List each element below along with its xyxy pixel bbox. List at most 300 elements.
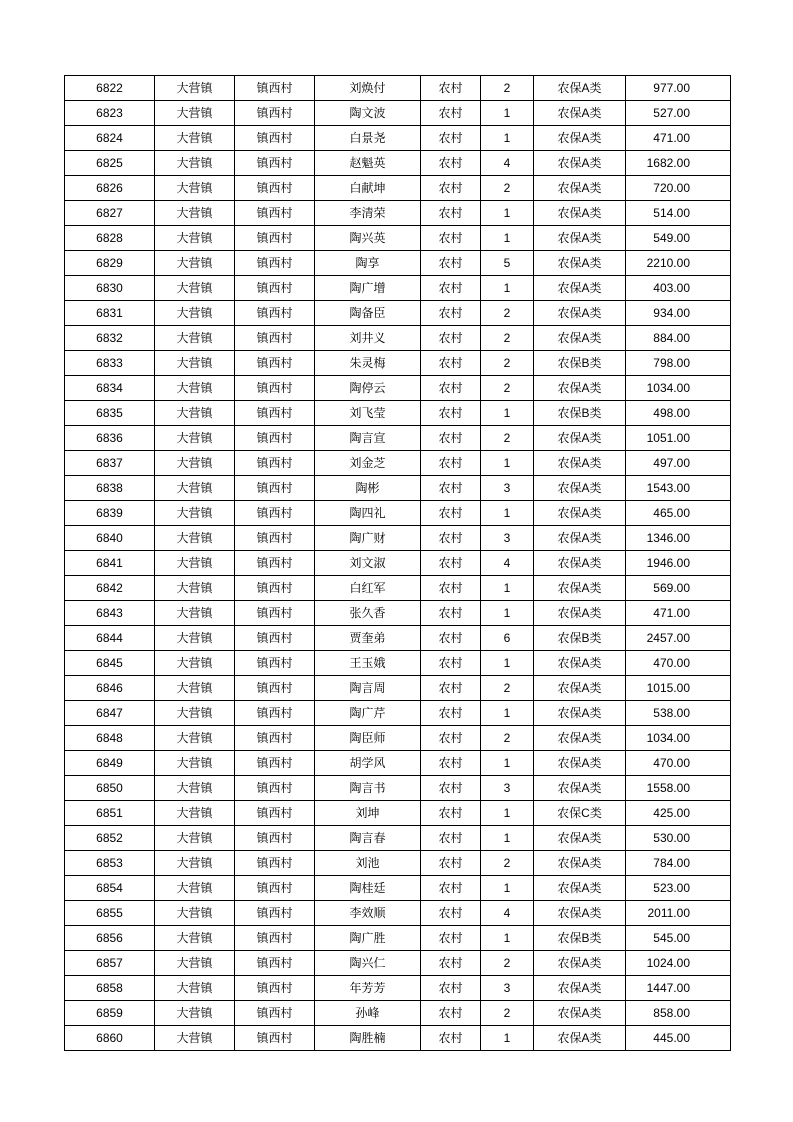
cell-count: 2	[481, 76, 534, 101]
cell-town: 大营镇	[155, 376, 235, 401]
table-row	[65, 876, 731, 901]
cell-count: 1	[481, 101, 534, 126]
cell-amount: 934.00	[626, 301, 731, 326]
table-row	[65, 926, 731, 951]
cell-count: 3	[481, 976, 534, 1001]
cell-amount: 538.00	[626, 701, 731, 726]
cell-amount: 798.00	[626, 351, 731, 376]
cell-count: 3	[481, 526, 534, 551]
cell-name: 陶兴仁	[315, 951, 421, 976]
table-row	[65, 226, 731, 251]
cell-category: 农村	[421, 776, 481, 801]
cell-serial: 6823	[65, 101, 155, 126]
table-sheet	[64, 75, 731, 1051]
cell-insurance-type: 农保A类	[534, 776, 626, 801]
cell-name: 陶广芹	[315, 701, 421, 726]
cell-count: 2	[481, 426, 534, 451]
cell-name: 陶四礼	[315, 501, 421, 526]
cell-serial: 6844	[65, 626, 155, 651]
cell-insurance-type: 农保A类	[534, 501, 626, 526]
cell-count: 2	[481, 951, 534, 976]
cell-count: 3	[481, 776, 534, 801]
cell-category: 农村	[421, 876, 481, 901]
table-row	[65, 626, 731, 651]
cell-serial: 6846	[65, 676, 155, 701]
cell-town: 大营镇	[155, 401, 235, 426]
cell-village: 镇西村	[235, 576, 315, 601]
cell-name: 年芳芳	[315, 976, 421, 1001]
cell-name: 刘文淑	[315, 551, 421, 576]
cell-town: 大营镇	[155, 451, 235, 476]
cell-amount: 1024.00	[626, 951, 731, 976]
cell-serial: 6859	[65, 1001, 155, 1026]
cell-insurance-type: 农保A类	[534, 676, 626, 701]
cell-town: 大营镇	[155, 801, 235, 826]
cell-amount: 471.00	[626, 601, 731, 626]
cell-village: 镇西村	[235, 251, 315, 276]
cell-amount: 470.00	[626, 751, 731, 776]
cell-village: 镇西村	[235, 626, 315, 651]
cell-count: 3	[481, 476, 534, 501]
cell-name: 贾奎弟	[315, 626, 421, 651]
cell-insurance-type: 农保A类	[534, 251, 626, 276]
cell-amount: 527.00	[626, 101, 731, 126]
cell-insurance-type: 农保A类	[534, 551, 626, 576]
table-row	[65, 726, 731, 751]
table-row	[65, 301, 731, 326]
cell-insurance-type: 农保A类	[534, 451, 626, 476]
table-row	[65, 526, 731, 551]
cell-name: 陶臣师	[315, 726, 421, 751]
cell-amount: 470.00	[626, 651, 731, 676]
cell-amount: 465.00	[626, 501, 731, 526]
table-row	[65, 151, 731, 176]
cell-category: 农村	[421, 501, 481, 526]
cell-category: 农村	[421, 451, 481, 476]
cell-name: 胡学风	[315, 751, 421, 776]
cell-insurance-type: 农保A类	[534, 526, 626, 551]
cell-category: 农村	[421, 576, 481, 601]
cell-village: 镇西村	[235, 876, 315, 901]
cell-insurance-type: 农保A类	[534, 851, 626, 876]
cell-serial: 6841	[65, 551, 155, 576]
cell-count: 1	[481, 126, 534, 151]
cell-insurance-type: 农保A类	[534, 976, 626, 1001]
cell-insurance-type: 农保A类	[534, 1001, 626, 1026]
cell-village: 镇西村	[235, 951, 315, 976]
cell-count: 1	[481, 876, 534, 901]
cell-village: 镇西村	[235, 851, 315, 876]
cell-name: 白景尧	[315, 126, 421, 151]
cell-category: 农村	[421, 1001, 481, 1026]
cell-amount: 403.00	[626, 276, 731, 301]
cell-serial: 6843	[65, 601, 155, 626]
table-row	[65, 351, 731, 376]
table-row	[65, 126, 731, 151]
cell-category: 农村	[421, 101, 481, 126]
cell-name: 李清荣	[315, 201, 421, 226]
cell-town: 大营镇	[155, 226, 235, 251]
cell-count: 4	[481, 551, 534, 576]
cell-village: 镇西村	[235, 1026, 315, 1051]
cell-town: 大营镇	[155, 426, 235, 451]
cell-town: 大营镇	[155, 251, 235, 276]
cell-amount: 720.00	[626, 176, 731, 201]
cell-category: 农村	[421, 151, 481, 176]
cell-town: 大营镇	[155, 976, 235, 1001]
cell-count: 1	[481, 1026, 534, 1051]
table-row	[65, 1001, 731, 1026]
cell-count: 1	[481, 926, 534, 951]
cell-serial: 6838	[65, 476, 155, 501]
cell-serial: 6839	[65, 501, 155, 526]
cell-amount: 471.00	[626, 126, 731, 151]
cell-town: 大营镇	[155, 201, 235, 226]
cell-name: 赵魁英	[315, 151, 421, 176]
cell-count: 1	[481, 601, 534, 626]
table-row	[65, 176, 731, 201]
cell-town: 大营镇	[155, 476, 235, 501]
cell-name: 刘池	[315, 851, 421, 876]
cell-category: 农村	[421, 301, 481, 326]
table-row	[65, 401, 731, 426]
cell-amount: 1034.00	[626, 376, 731, 401]
cell-insurance-type: 农保B类	[534, 626, 626, 651]
cell-name: 白献坤	[315, 176, 421, 201]
cell-serial: 6834	[65, 376, 155, 401]
cell-amount: 514.00	[626, 201, 731, 226]
cell-serial: 6845	[65, 651, 155, 676]
cell-amount: 2011.00	[626, 901, 731, 926]
cell-category: 农村	[421, 226, 481, 251]
cell-count: 4	[481, 901, 534, 926]
cell-amount: 884.00	[626, 326, 731, 351]
cell-insurance-type: 农保A类	[534, 701, 626, 726]
cell-amount: 2210.00	[626, 251, 731, 276]
cell-category: 农村	[421, 651, 481, 676]
cell-serial: 6828	[65, 226, 155, 251]
cell-village: 镇西村	[235, 801, 315, 826]
cell-insurance-type: 农保A类	[534, 151, 626, 176]
cell-category: 农村	[421, 926, 481, 951]
cell-serial: 6822	[65, 76, 155, 101]
table-row	[65, 676, 731, 701]
cell-category: 农村	[421, 326, 481, 351]
cell-town: 大营镇	[155, 701, 235, 726]
table-row	[65, 951, 731, 976]
cell-serial: 6852	[65, 826, 155, 851]
cell-category: 农村	[421, 276, 481, 301]
cell-village: 镇西村	[235, 176, 315, 201]
cell-name: 陶停云	[315, 376, 421, 401]
table-row	[65, 251, 731, 276]
cell-count: 1	[481, 701, 534, 726]
cell-name: 刘焕付	[315, 76, 421, 101]
cell-village: 镇西村	[235, 451, 315, 476]
cell-village: 镇西村	[235, 476, 315, 501]
cell-name: 刘井义	[315, 326, 421, 351]
cell-village: 镇西村	[235, 651, 315, 676]
cell-name: 朱灵梅	[315, 351, 421, 376]
cell-serial: 6847	[65, 701, 155, 726]
cell-name: 陶彬	[315, 476, 421, 501]
cell-name: 陶胜楠	[315, 1026, 421, 1051]
cell-insurance-type: 农保A类	[534, 101, 626, 126]
table-body	[65, 76, 731, 1051]
cell-serial: 6831	[65, 301, 155, 326]
cell-amount: 1682.00	[626, 151, 731, 176]
cell-insurance-type: 农保B类	[534, 926, 626, 951]
cell-name: 陶言春	[315, 826, 421, 851]
cell-name: 陶桂廷	[315, 876, 421, 901]
cell-category: 农村	[421, 201, 481, 226]
cell-category: 农村	[421, 376, 481, 401]
cell-count: 1	[481, 651, 534, 676]
cell-town: 大营镇	[155, 101, 235, 126]
cell-serial: 6840	[65, 526, 155, 551]
cell-village: 镇西村	[235, 751, 315, 776]
cell-town: 大营镇	[155, 926, 235, 951]
cell-town: 大营镇	[155, 1001, 235, 1026]
table-row	[65, 501, 731, 526]
cell-category: 农村	[421, 426, 481, 451]
cell-village: 镇西村	[235, 1001, 315, 1026]
cell-insurance-type: 农保A类	[534, 426, 626, 451]
cell-town: 大营镇	[155, 751, 235, 776]
cell-insurance-type: 农保A类	[534, 726, 626, 751]
cell-serial: 6842	[65, 576, 155, 601]
cell-name: 刘坤	[315, 801, 421, 826]
cell-amount: 2457.00	[626, 626, 731, 651]
cell-town: 大营镇	[155, 176, 235, 201]
cell-count: 2	[481, 351, 534, 376]
cell-name: 刘飞莹	[315, 401, 421, 426]
cell-serial: 6830	[65, 276, 155, 301]
cell-amount: 425.00	[626, 801, 731, 826]
cell-town: 大营镇	[155, 626, 235, 651]
cell-amount: 549.00	[626, 226, 731, 251]
cell-serial: 6853	[65, 851, 155, 876]
cell-name: 陶广胜	[315, 926, 421, 951]
cell-serial: 6860	[65, 1026, 155, 1051]
cell-amount: 1543.00	[626, 476, 731, 501]
cell-village: 镇西村	[235, 501, 315, 526]
cell-count: 5	[481, 251, 534, 276]
cell-village: 镇西村	[235, 726, 315, 751]
cell-category: 农村	[421, 851, 481, 876]
table-row	[65, 901, 731, 926]
cell-serial: 6850	[65, 776, 155, 801]
cell-town: 大营镇	[155, 151, 235, 176]
table-row	[65, 1026, 731, 1051]
cell-insurance-type: 农保A类	[534, 326, 626, 351]
cell-serial: 6835	[65, 401, 155, 426]
cell-town: 大营镇	[155, 601, 235, 626]
cell-serial: 6829	[65, 251, 155, 276]
cell-count: 2	[481, 301, 534, 326]
cell-village: 镇西村	[235, 101, 315, 126]
cell-name: 陶言书	[315, 776, 421, 801]
cell-serial: 6825	[65, 151, 155, 176]
cell-village: 镇西村	[235, 126, 315, 151]
cell-insurance-type: 农保A类	[534, 876, 626, 901]
cell-amount: 1346.00	[626, 526, 731, 551]
cell-insurance-type: 农保A类	[534, 751, 626, 776]
cell-amount: 1946.00	[626, 551, 731, 576]
cell-amount: 1034.00	[626, 726, 731, 751]
cell-insurance-type: 农保A类	[534, 601, 626, 626]
cell-serial: 6851	[65, 801, 155, 826]
cell-town: 大营镇	[155, 526, 235, 551]
cell-name: 陶广增	[315, 276, 421, 301]
cell-town: 大营镇	[155, 826, 235, 851]
cell-insurance-type: 农保A类	[534, 901, 626, 926]
cell-insurance-type: 农保A类	[534, 826, 626, 851]
cell-village: 镇西村	[235, 301, 315, 326]
cell-town: 大营镇	[155, 1026, 235, 1051]
cell-village: 镇西村	[235, 226, 315, 251]
cell-serial: 6837	[65, 451, 155, 476]
cell-count: 6	[481, 626, 534, 651]
cell-category: 农村	[421, 976, 481, 1001]
cell-serial: 6832	[65, 326, 155, 351]
cell-category: 农村	[421, 701, 481, 726]
cell-serial: 6858	[65, 976, 155, 1001]
cell-town: 大营镇	[155, 651, 235, 676]
cell-amount: 530.00	[626, 826, 731, 851]
cell-category: 农村	[421, 76, 481, 101]
table-row	[65, 651, 731, 676]
cell-village: 镇西村	[235, 601, 315, 626]
cell-village: 镇西村	[235, 201, 315, 226]
cell-village: 镇西村	[235, 526, 315, 551]
cell-amount: 784.00	[626, 851, 731, 876]
cell-name: 刘金芝	[315, 451, 421, 476]
cell-village: 镇西村	[235, 826, 315, 851]
cell-amount: 545.00	[626, 926, 731, 951]
cell-count: 1	[481, 451, 534, 476]
cell-category: 农村	[421, 901, 481, 926]
cell-serial: 6833	[65, 351, 155, 376]
cell-town: 大营镇	[155, 301, 235, 326]
cell-amount: 1558.00	[626, 776, 731, 801]
table-row	[65, 276, 731, 301]
cell-category: 农村	[421, 1026, 481, 1051]
cell-village: 镇西村	[235, 701, 315, 726]
cell-insurance-type: 农保A类	[534, 1026, 626, 1051]
cell-category: 农村	[421, 751, 481, 776]
cell-count: 2	[481, 726, 534, 751]
table-row	[65, 551, 731, 576]
cell-village: 镇西村	[235, 976, 315, 1001]
cell-count: 2	[481, 326, 534, 351]
table-row	[65, 776, 731, 801]
cell-village: 镇西村	[235, 326, 315, 351]
cell-serial: 6848	[65, 726, 155, 751]
cell-town: 大营镇	[155, 676, 235, 701]
table-row	[65, 701, 731, 726]
table-row	[65, 326, 731, 351]
cell-village: 镇西村	[235, 551, 315, 576]
cell-count: 1	[481, 826, 534, 851]
table-row	[65, 376, 731, 401]
cell-amount: 523.00	[626, 876, 731, 901]
cell-insurance-type: 农保A类	[534, 76, 626, 101]
cell-insurance-type: 农保A类	[534, 126, 626, 151]
cell-town: 大营镇	[155, 901, 235, 926]
cell-amount: 497.00	[626, 451, 731, 476]
cell-name: 李效顺	[315, 901, 421, 926]
table-row	[65, 101, 731, 126]
cell-insurance-type: 农保A类	[534, 651, 626, 676]
cell-category: 农村	[421, 551, 481, 576]
cell-serial: 6854	[65, 876, 155, 901]
table-row	[65, 76, 731, 101]
table-row	[65, 801, 731, 826]
cell-count: 1	[481, 401, 534, 426]
cell-category: 农村	[421, 676, 481, 701]
cell-category: 农村	[421, 401, 481, 426]
cell-amount: 1447.00	[626, 976, 731, 1001]
cell-count: 1	[481, 276, 534, 301]
cell-count: 1	[481, 801, 534, 826]
table-row	[65, 201, 731, 226]
cell-village: 镇西村	[235, 901, 315, 926]
cell-name: 陶文波	[315, 101, 421, 126]
cell-serial: 6827	[65, 201, 155, 226]
cell-town: 大营镇	[155, 276, 235, 301]
cell-category: 农村	[421, 251, 481, 276]
cell-town: 大营镇	[155, 326, 235, 351]
table-row	[65, 851, 731, 876]
cell-town: 大营镇	[155, 776, 235, 801]
cell-insurance-type: 农保A类	[534, 301, 626, 326]
cell-name: 陶广财	[315, 526, 421, 551]
cell-category: 农村	[421, 351, 481, 376]
cell-insurance-type: 农保C类	[534, 801, 626, 826]
cell-insurance-type: 农保B类	[534, 401, 626, 426]
cell-category: 农村	[421, 126, 481, 151]
cell-category: 农村	[421, 476, 481, 501]
cell-count: 1	[481, 201, 534, 226]
cell-town: 大营镇	[155, 876, 235, 901]
cell-town: 大营镇	[155, 576, 235, 601]
cell-count: 4	[481, 151, 534, 176]
cell-insurance-type: 农保A类	[534, 476, 626, 501]
cell-village: 镇西村	[235, 926, 315, 951]
cell-amount: 977.00	[626, 76, 731, 101]
cell-serial: 6826	[65, 176, 155, 201]
cell-name: 陶享	[315, 251, 421, 276]
cell-village: 镇西村	[235, 376, 315, 401]
cell-town: 大营镇	[155, 726, 235, 751]
data-table	[64, 75, 731, 1051]
cell-serial: 6849	[65, 751, 155, 776]
cell-count: 1	[481, 751, 534, 776]
cell-insurance-type: 农保A类	[534, 376, 626, 401]
cell-insurance-type: 农保B类	[534, 351, 626, 376]
cell-village: 镇西村	[235, 776, 315, 801]
table-row	[65, 751, 731, 776]
cell-village: 镇西村	[235, 676, 315, 701]
cell-count: 2	[481, 376, 534, 401]
cell-village: 镇西村	[235, 276, 315, 301]
cell-category: 农村	[421, 726, 481, 751]
cell-village: 镇西村	[235, 426, 315, 451]
cell-category: 农村	[421, 826, 481, 851]
cell-town: 大营镇	[155, 76, 235, 101]
cell-count: 2	[481, 851, 534, 876]
